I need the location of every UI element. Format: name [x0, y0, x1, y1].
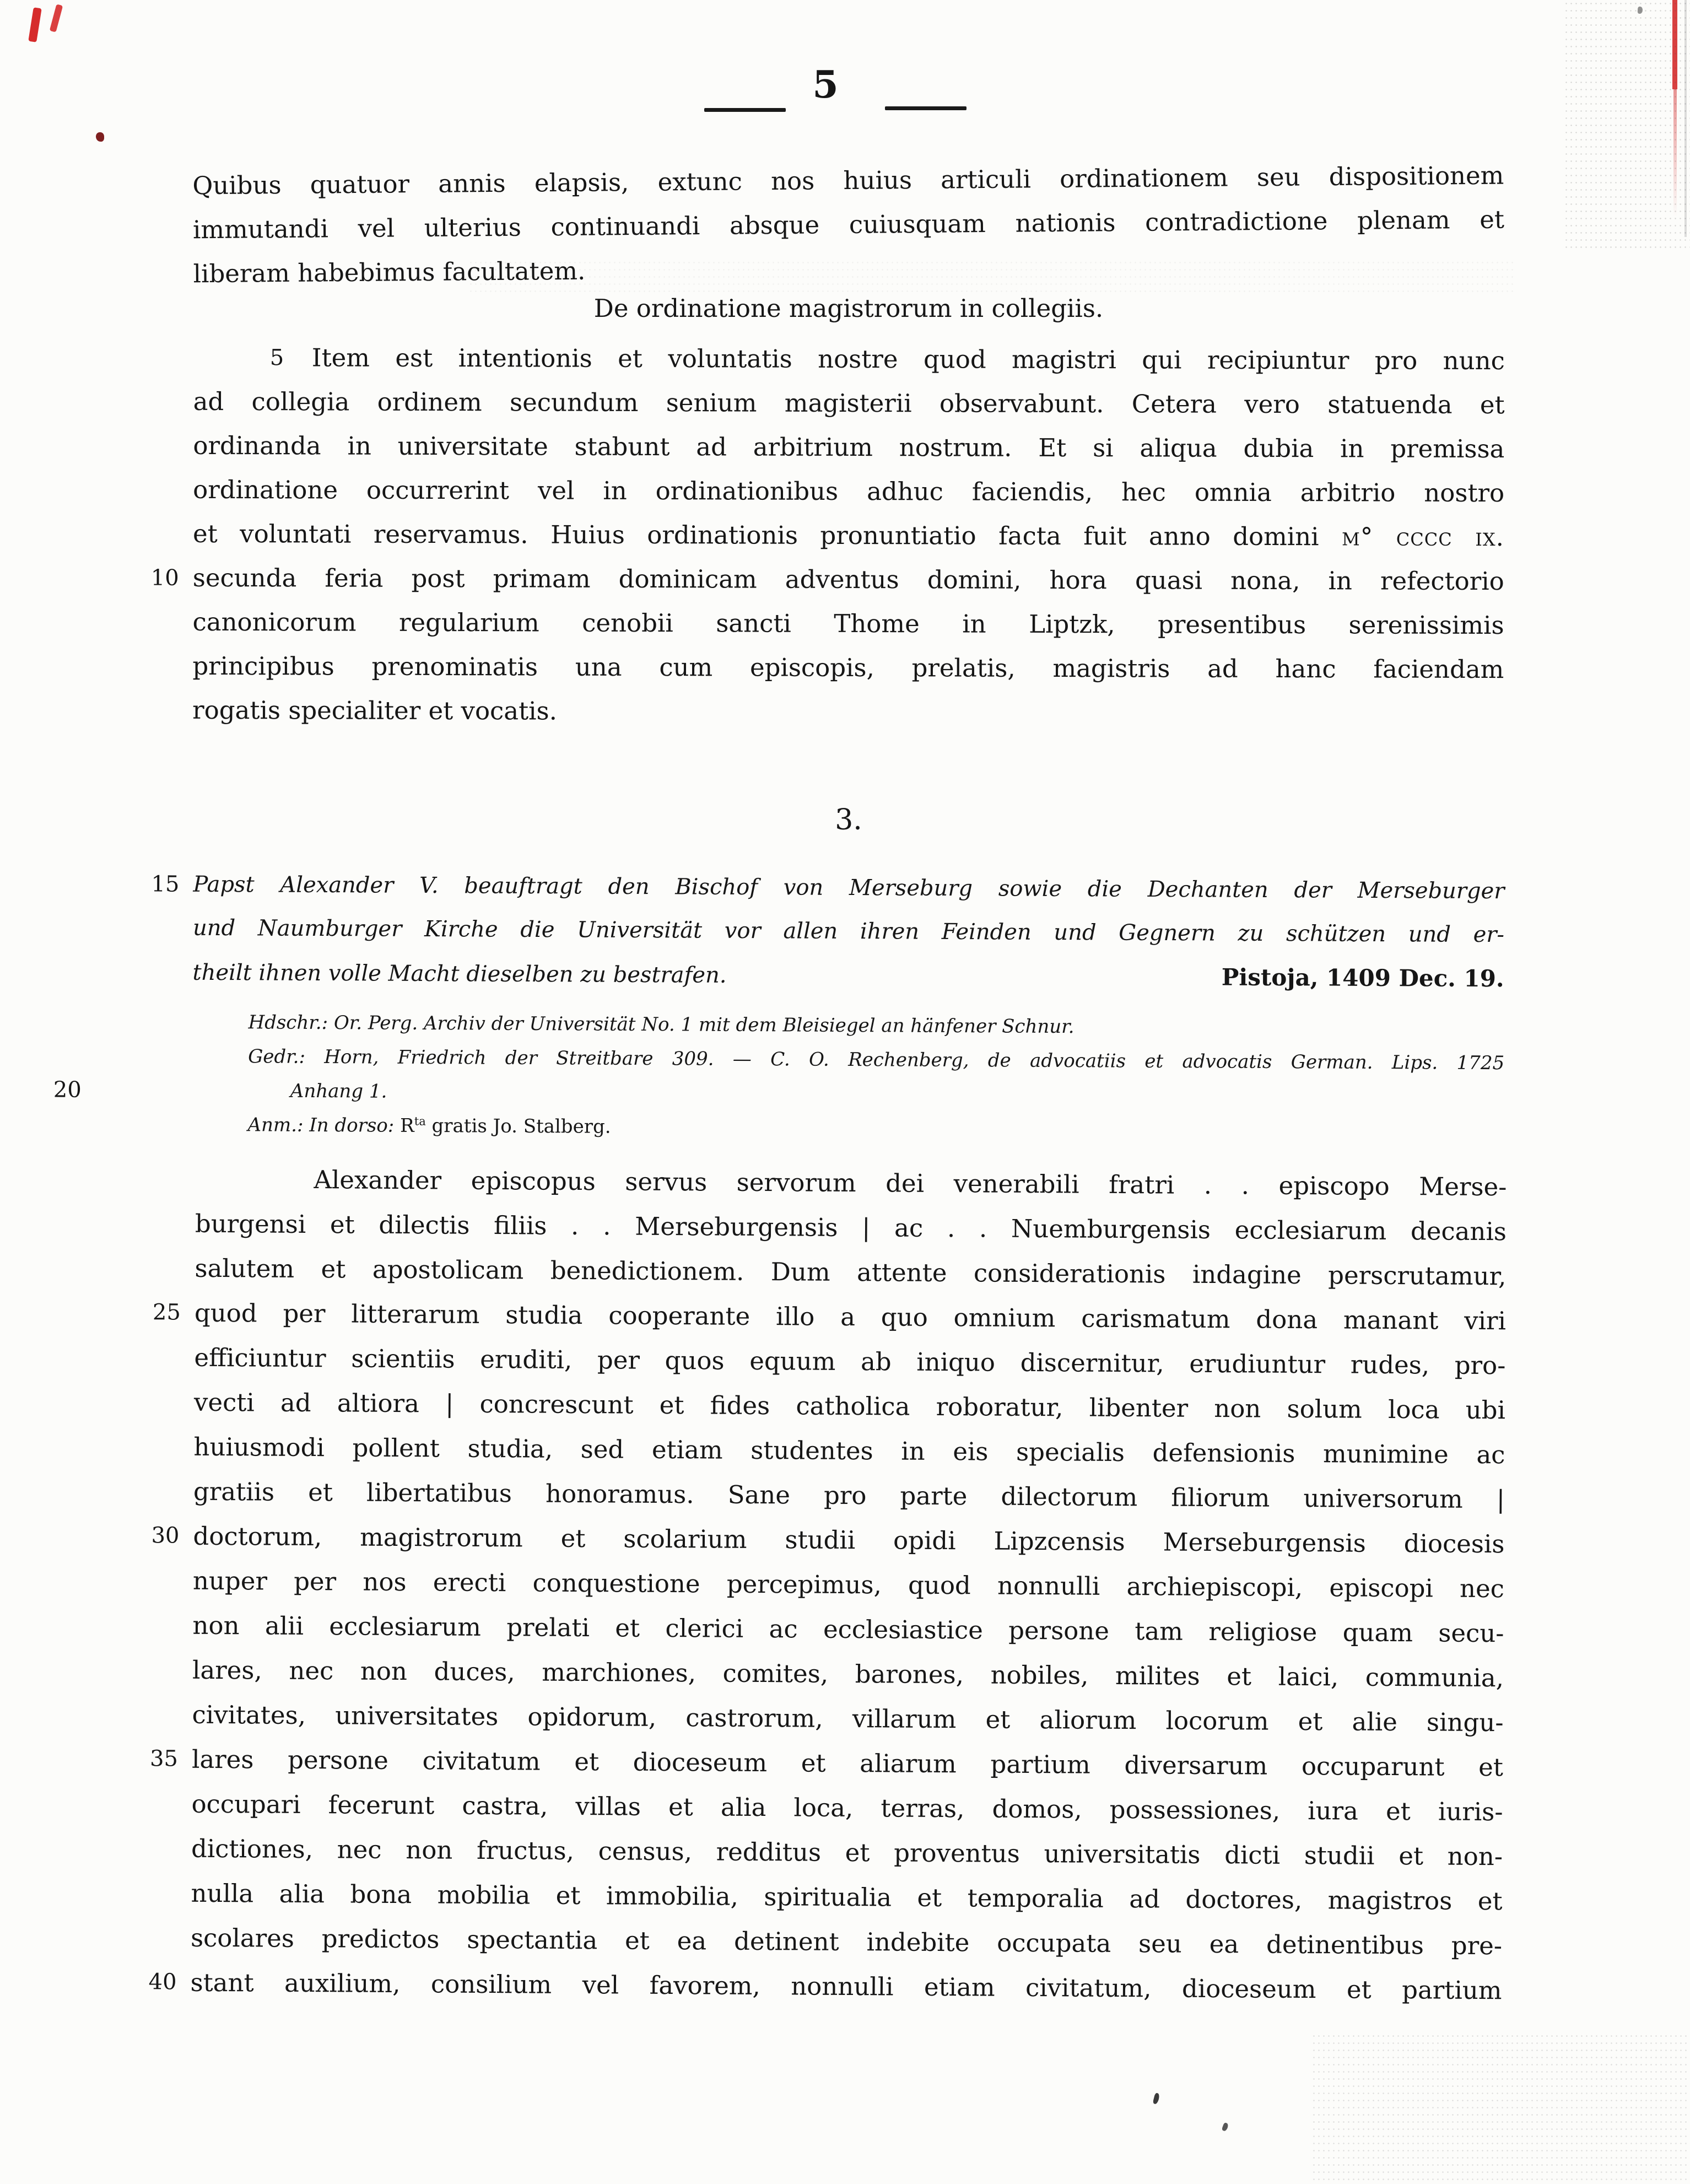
- text-line: ordinatione occurrerint vel in ordinationibus adhuc faciendis, hec omnia arbitrio nostro: [193, 474, 1505, 508]
- red-pen-mark-top-left: [28, 7, 42, 42]
- margin-line-number: 5: [269, 345, 284, 371]
- text-line: scolares predictos spectantia et ea detinent indebite occupata seu ea detinentibus pre-: [190, 1923, 1503, 1961]
- text-line-content: doctorum, magistrorum et scolarium studii opidi Lipzcensis Merseburgensis diocesis: [193, 1521, 1505, 1559]
- header-dash-right: [885, 106, 967, 110]
- text-line: immutandi vel ulterius continuandi absque cuiusquam nationis contradictione plenam et: [192, 204, 1505, 245]
- dorsal-note-r: R: [399, 1114, 414, 1137]
- doc3-apparatus: [53, 1005, 1505, 1148]
- summary-last-line: [192, 950, 1504, 1000]
- summary-line-content: theilt ihnen volle Macht dieselben zu bestrafen.: [192, 959, 727, 988]
- summary-line: [151, 863, 1505, 913]
- text-line: burgensi et dilectis filiis . . Merseburgensis | ac . . Nuemburgensis ecclesiarum decanis: [195, 1209, 1507, 1247]
- margin-line-number: 10: [150, 565, 179, 591]
- text-line: rogatis specialiter et vocatis.: [192, 695, 558, 726]
- red-pen-mark-top-left-2: [50, 4, 63, 32]
- text-line: liberam habebimus facultatem.: [193, 256, 586, 289]
- apparatus-hdschr-line: Hdschr.: Or. Perg. Archiv der Universität No. 1 mit dem Bleisiegel an hänfener Schnur.: [248, 1011, 1075, 1038]
- text-line: gratiis et libertatibus honoramus. Sane pro parte dilectorum filiorum universorum |: [193, 1476, 1505, 1514]
- margin-line-number: 25: [152, 1299, 181, 1325]
- text-line: non alii ecclesiarum prelati et clerici ac ecclesiastice persone tam religiose quam secu-: [192, 1610, 1504, 1648]
- header-dash-left: [704, 108, 786, 112]
- doc3-number: [193, 798, 1504, 842]
- text-line-content: lares persone civitatum et dioceseum et aliarum partium diversarum occuparunt et: [191, 1744, 1504, 1782]
- dorsal-note-superscript: ta: [414, 1114, 426, 1128]
- text-line: vecti ad altiora | concrescunt et fides catholica roboratur, libenter non solum loca ubi: [193, 1387, 1506, 1425]
- margin-line-number: 20: [53, 1077, 82, 1103]
- text-line: canonicorum regularium cenobii sancti Thome in Liptzk, presentibus serenissimis: [192, 607, 1504, 640]
- text-line: [148, 1960, 1502, 2013]
- doc2-closing-paragraph: [192, 154, 1505, 296]
- stray-ink-mark-2: [1222, 2122, 1229, 2132]
- doc3-body-text: [148, 1157, 1507, 2013]
- section-heading: De ordinatione magistrorum in collegiis.: [593, 294, 1104, 323]
- margin-line-number: 30: [151, 1523, 180, 1549]
- doc2-section-heading: [193, 287, 1504, 331]
- doc2-item-paragraph: [150, 336, 1505, 736]
- summary-line-content: Papst Alexander V. beauftragt den Bischof von Merseburg sowie die Dechanten der Merseburger: [193, 871, 1505, 904]
- text-line: Alexander episcopus servus servorum dei venerabili fratri . . episcopo Merse-: [314, 1165, 1507, 1202]
- text-line: dictiones, nec non fructus, census, redditus et proventus universitatis dicti studii et non-: [191, 1834, 1503, 1872]
- apparatus-gedr-line: Gedr.: Horn, Friedrich der Streitbare 309. — C. O. Rechenberg, de advocatiis et advocatis German. Lips. 1725: [248, 1045, 1505, 1075]
- doc3-summary: [151, 863, 1505, 1000]
- apparatus-anm-line: [192, 1108, 1504, 1148]
- text-line: civitates, universitates opidorum, castrorum, villarum et aliorum locorum et alie singu-: [192, 1700, 1504, 1738]
- text-line: [193, 336, 1505, 383]
- text-line-content: secunda feria post primam dominicam adventus domini, hora quasi nona, in refectorio: [192, 563, 1504, 596]
- margin-line-number: 35: [149, 1746, 179, 1772]
- red-ink-dot: [96, 132, 104, 142]
- text-line: nuper per nos erecti conquestione percepimus, quod nonnulli archiepiscopi, episcopi nec: [192, 1566, 1505, 1604]
- apparatus-anm-label: Anm.: In dorso:: [247, 1114, 401, 1137]
- text-line: salutem et apostolicam benedictionem. Dum attente considerationis indagine perscrutamur,: [195, 1253, 1507, 1291]
- scan-noise-bottom-right: [1311, 2032, 1690, 2184]
- text-line: [152, 1291, 1507, 1344]
- text-line-content: stant auxilium, consilium vel favorem, nonnulli etiam civitatum, dioceseum et partium: [190, 1967, 1502, 2005]
- text-line: lares, nec non duces, marchiones, comites, barones, nobiles, milites et laici, communia,: [192, 1655, 1504, 1693]
- stray-ink-mark: [1153, 2093, 1160, 2105]
- margin-line-number: 15: [151, 871, 180, 897]
- place-date-line: Pistoja, 1409 Dec. 19.: [1221, 963, 1504, 993]
- text-line: [193, 512, 1504, 559]
- text-line: nulla alia bona mobilia et immobilia, spiritualia et temporalia ad doctores, magistros et: [191, 1878, 1503, 1916]
- text-line: principibus prenominatis una cum episcopis, prelatis, magistris ad hanc faciendam: [192, 651, 1504, 684]
- text-line: [151, 1514, 1505, 1567]
- text-line-content: Item est intentionis et voluntatis nostre quod magistri qui recipiuntur pro nunc: [311, 343, 1505, 376]
- document-number: 3.: [835, 804, 862, 837]
- apparatus-line-content: Anhang 1.: [290, 1080, 387, 1103]
- text-line: ad collegia ordinem secundum senium magisterii observabunt. Cetera vero statuenda et: [193, 386, 1505, 420]
- text-line: [149, 1737, 1504, 1790]
- margin-line-number: 40: [148, 1969, 177, 1995]
- text-line: Quibus quatuor annis elapsis, extunc nos huius articuli ordinationem seu dispositionem: [192, 160, 1504, 201]
- text-line: huiusmodi pollent studia, sed etiam studentes in eis specialis defensionis munimine ac: [193, 1432, 1505, 1470]
- text-line: [150, 556, 1504, 603]
- dorsal-note-rest: gratis Jo. Stalberg.: [425, 1114, 611, 1138]
- text-line: ordinanda in universitate stabunt ad arbitrium nostrum. Et si aliqua dubia in premissa: [193, 430, 1505, 464]
- text-line-content: quod per litterarum studia cooperante illo a quo omnium carismatum dona manant viri: [194, 1298, 1507, 1336]
- summary-line: und Naumburger Kirche die Universität vor allen ihren Feinden und Gegnern zu schützen und er-: [192, 915, 1505, 948]
- scan-noise-top-right: [1564, 0, 1690, 248]
- page-number: 5: [812, 63, 839, 107]
- text-line-content: et voluntati reservamus. Huius ordinationis pronuntiatio facta fuit anno domini: [192, 519, 1319, 552]
- text-line: occupari fecerunt castra, villas et alia loca, terras, domos, possessiones, iura et iuris-: [191, 1789, 1503, 1827]
- text-line: efficiuntur scientiis eruditi, per quos equum ab iniquo discernitur, erudiuntur rudes, pro-: [194, 1342, 1506, 1380]
- roman-date-smallcaps: m° cccc ix.: [1319, 522, 1505, 552]
